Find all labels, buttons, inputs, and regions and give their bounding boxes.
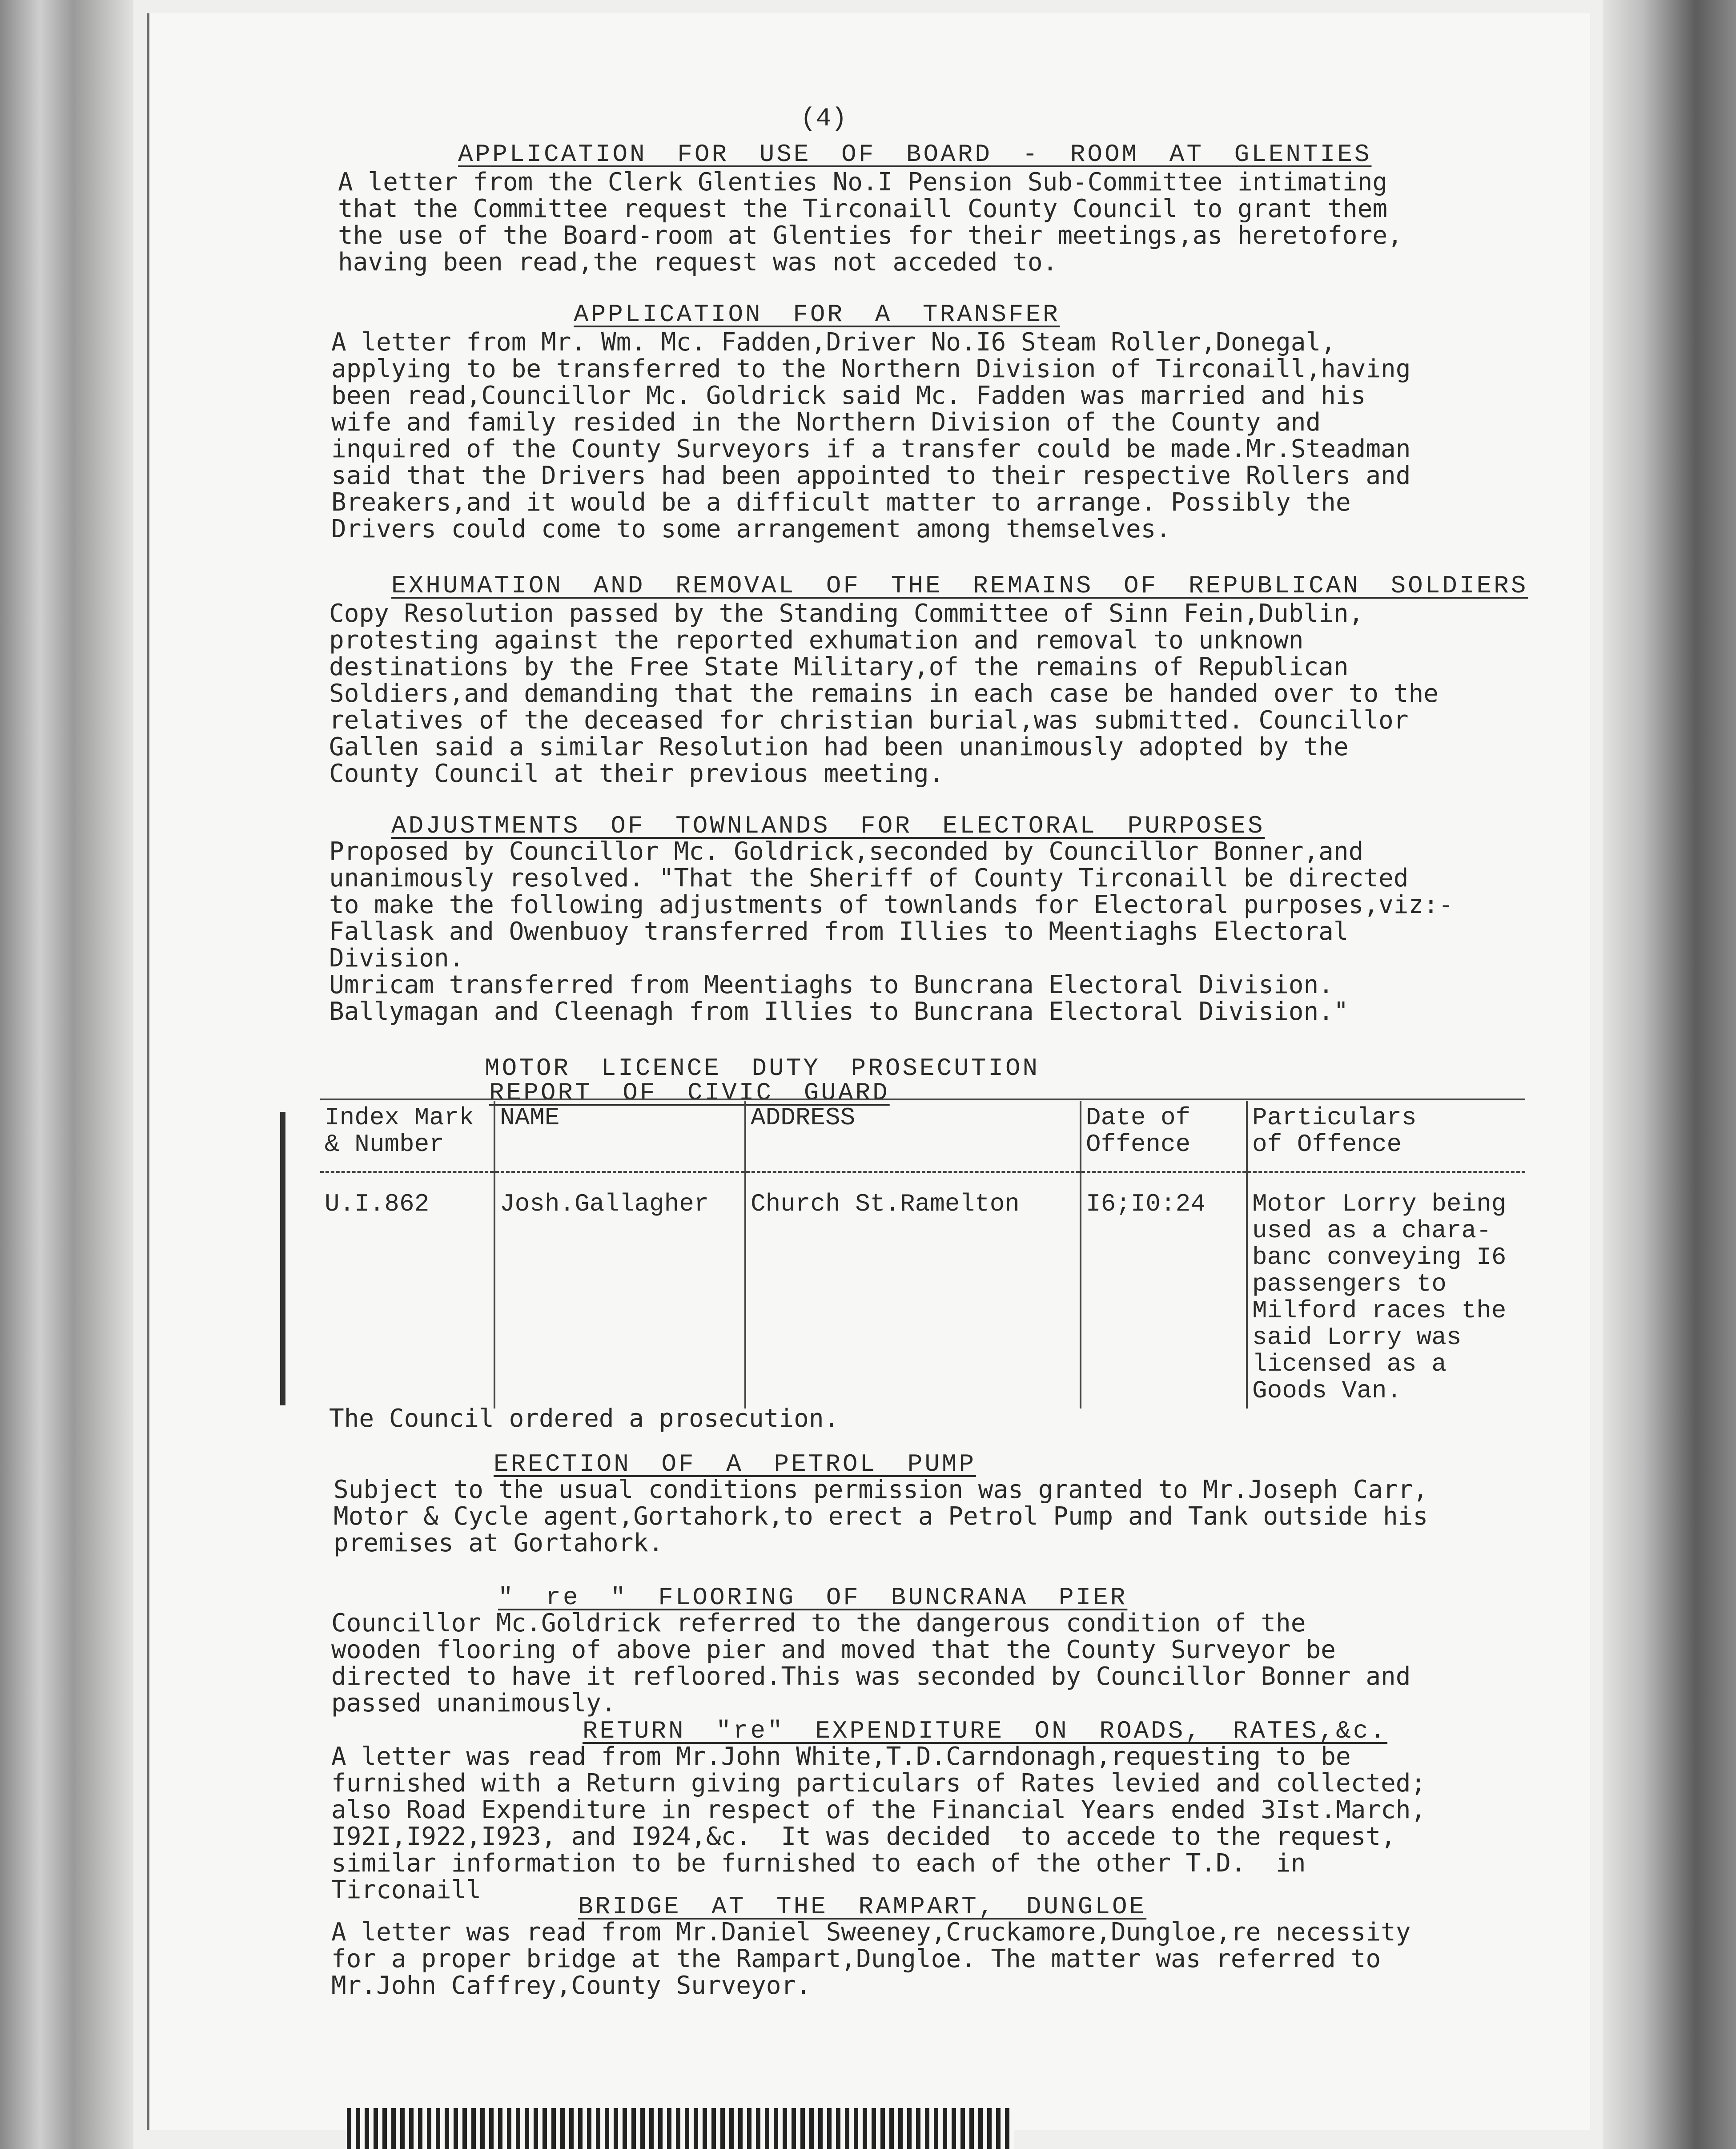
- table-row: [320, 1172, 1525, 1409]
- binding-shadow-left: [0, 0, 133, 2149]
- header-address: ADDRESS: [745, 1101, 1081, 1172]
- heading-exhumation: EXHUMATION AND REMOVAL OF THE REMAINS OF REPUBLICAN SOLDIERS: [391, 571, 1528, 600]
- header-date: Date of Offence: [1081, 1101, 1247, 1172]
- binding-shadow-right: [1603, 0, 1736, 2149]
- cell-index-mark: U.I.862: [325, 1190, 430, 1218]
- heading-motor-licence: MOTOR LICENCE DUTY PROSECUTION: [485, 1054, 1040, 1083]
- header-name: NAME: [494, 1101, 745, 1172]
- page-number: (4): [800, 105, 847, 133]
- cell-particulars: Motor Lorry being used as a chara- banc conveying I6 passengers to Milford races the said Lorry was licensed as a Goods Van.: [1247, 1172, 1525, 1409]
- header-particulars: Particulars of Offence: [1247, 1101, 1525, 1172]
- scan-artifact-bottom: [347, 2108, 1014, 2149]
- subheading-civic-guard: REPORT OF CIVIC GUARD: [489, 1079, 890, 1107]
- heading-buncrana-pier: " re " FLOORING OF BUNCRANA PIER: [498, 1583, 1128, 1612]
- paragraph-buncrana-pier: Councillor Mc.Goldrick referred to the dangerous condition of the wooden flooring of above pier and moved that the County Surveyor be directed to have it refloored.This was seconded by Councillor Bonner and passed unanimously.: [331, 1609, 1411, 1718]
- header-index-mark: Index Mark & Number: [320, 1101, 494, 1172]
- cell-name: Josh.Gallagher: [494, 1172, 745, 1409]
- table-header-row: [320, 1101, 1525, 1172]
- paragraph-transfer: A letter from Mr. Wm. Mc. Fadden,Driver No.I6 Steam Roller,Donegal, applying to be transferred to the Northern Division of Tirconaill,having been read,Councillor Mc. Goldrick said Mc. Fadden was married and his wife and family resided in the Northern Division of the County and inquired of the County Surveyors if a transfer could be made.Mr.Steadman said that the Drivers had been appointed to their respective Rollers and Breakers,and it would be a difficult matter to arrange. Possibly the Drivers could come to some arrangement among themselves.: [331, 328, 1411, 543]
- paragraph-exhumation: Copy Resolution passed by the Standing Committee of Sinn Fein,Dublin, protesting against the reported exhumation and removal to unknown destinations by the Free State Military,of the remains of Republican Soldiers,and demanding that the remains in each case be handed over to the relatives of the deceased for christian burial,was submitted. Councillor Gallen said a similar Resolution had been unanimously adopted by the County Council at their previous meeting.: [329, 599, 1439, 788]
- heading-board-room: APPLICATION FOR USE OF BOARD - ROOM AT GLENTIES: [458, 140, 1372, 169]
- heading-rampart-bridge: BRIDGE AT THE RAMPART, DUNGLOE: [578, 1892, 1147, 1921]
- table-top-rule: [320, 1099, 1525, 1100]
- heading-townlands: ADJUSTMENTS OF TOWNLANDS FOR ELECTORAL PURPOSES: [391, 812, 1265, 840]
- paragraph-expenditure-return: A letter was read from Mr.John White,T.D.Carndonagh,requesting to be furnished with a Return giving particulars of Rates levied and collected; also Road Expenditure in respect of the Financial Years ended 3Ist.March, I92I,I922,I923, and I924,&c. It was decided to accede to the request, similar information to be furnished to each of the other T.D. in Tirconaill: [331, 1742, 1426, 1904]
- cell-address: Church St.Ramelton: [745, 1172, 1081, 1409]
- heading-expenditure-return: RETURN "re" EXPENDITURE ON ROADS, RATES,&c.: [583, 1717, 1388, 1745]
- table-margin-mark: [280, 1112, 285, 1405]
- paragraph-petrol-pump: Subject to the usual conditions permission was granted to Mr.Joseph Carr, Motor & Cycle agent,Gortahork,to erect a Petrol Pump and Tank outside his premises at Gortahork.: [334, 1475, 1428, 1557]
- paragraph-townlands: Proposed by Councillor Mc. Goldrick,seconded by Councillor Bonner,and unanimously resolved. "That the Sheriff of County Tirconaill be directed to make the following adjustments of townlands for Electoral purposes,viz:- Fallask and Owenbuoy transferred from Illies to Meentiaghs Electoral Division. Umricam transferred from Meentiaghs to Buncrana Electoral Division. Ballymagan and Cleenagh from Illies to Buncrana Electoral Division.": [329, 837, 1454, 1026]
- cell-date: I6;I0:24: [1081, 1172, 1247, 1409]
- paragraph-board-room: A letter from the Clerk Glenties No.I Pension Sub-Committee intimating that the Committee request the Tirconaill County Council to grant them the use of the Board-room at Glenties for their meetings,as heretofore, having been read,the request was not acceded to.: [338, 168, 1402, 277]
- heading-petrol-pump: ERECTION OF A PETROL PUMP: [494, 1450, 976, 1478]
- prosecution-table: [320, 1101, 1525, 1409]
- heading-transfer: APPLICATION FOR A TRANSFER: [574, 300, 1060, 329]
- paragraph-rampart-bridge: A letter was read from Mr.Daniel Sweeney,Cruckamore,Dungloe,re necessity for a proper bridge at the Rampart,Dungloe. The matter was referred to Mr.John Caffrey,County Surveyor.: [331, 1918, 1411, 2000]
- paragraph-prosecution-order: The Council ordered a prosecution.: [329, 1404, 839, 1433]
